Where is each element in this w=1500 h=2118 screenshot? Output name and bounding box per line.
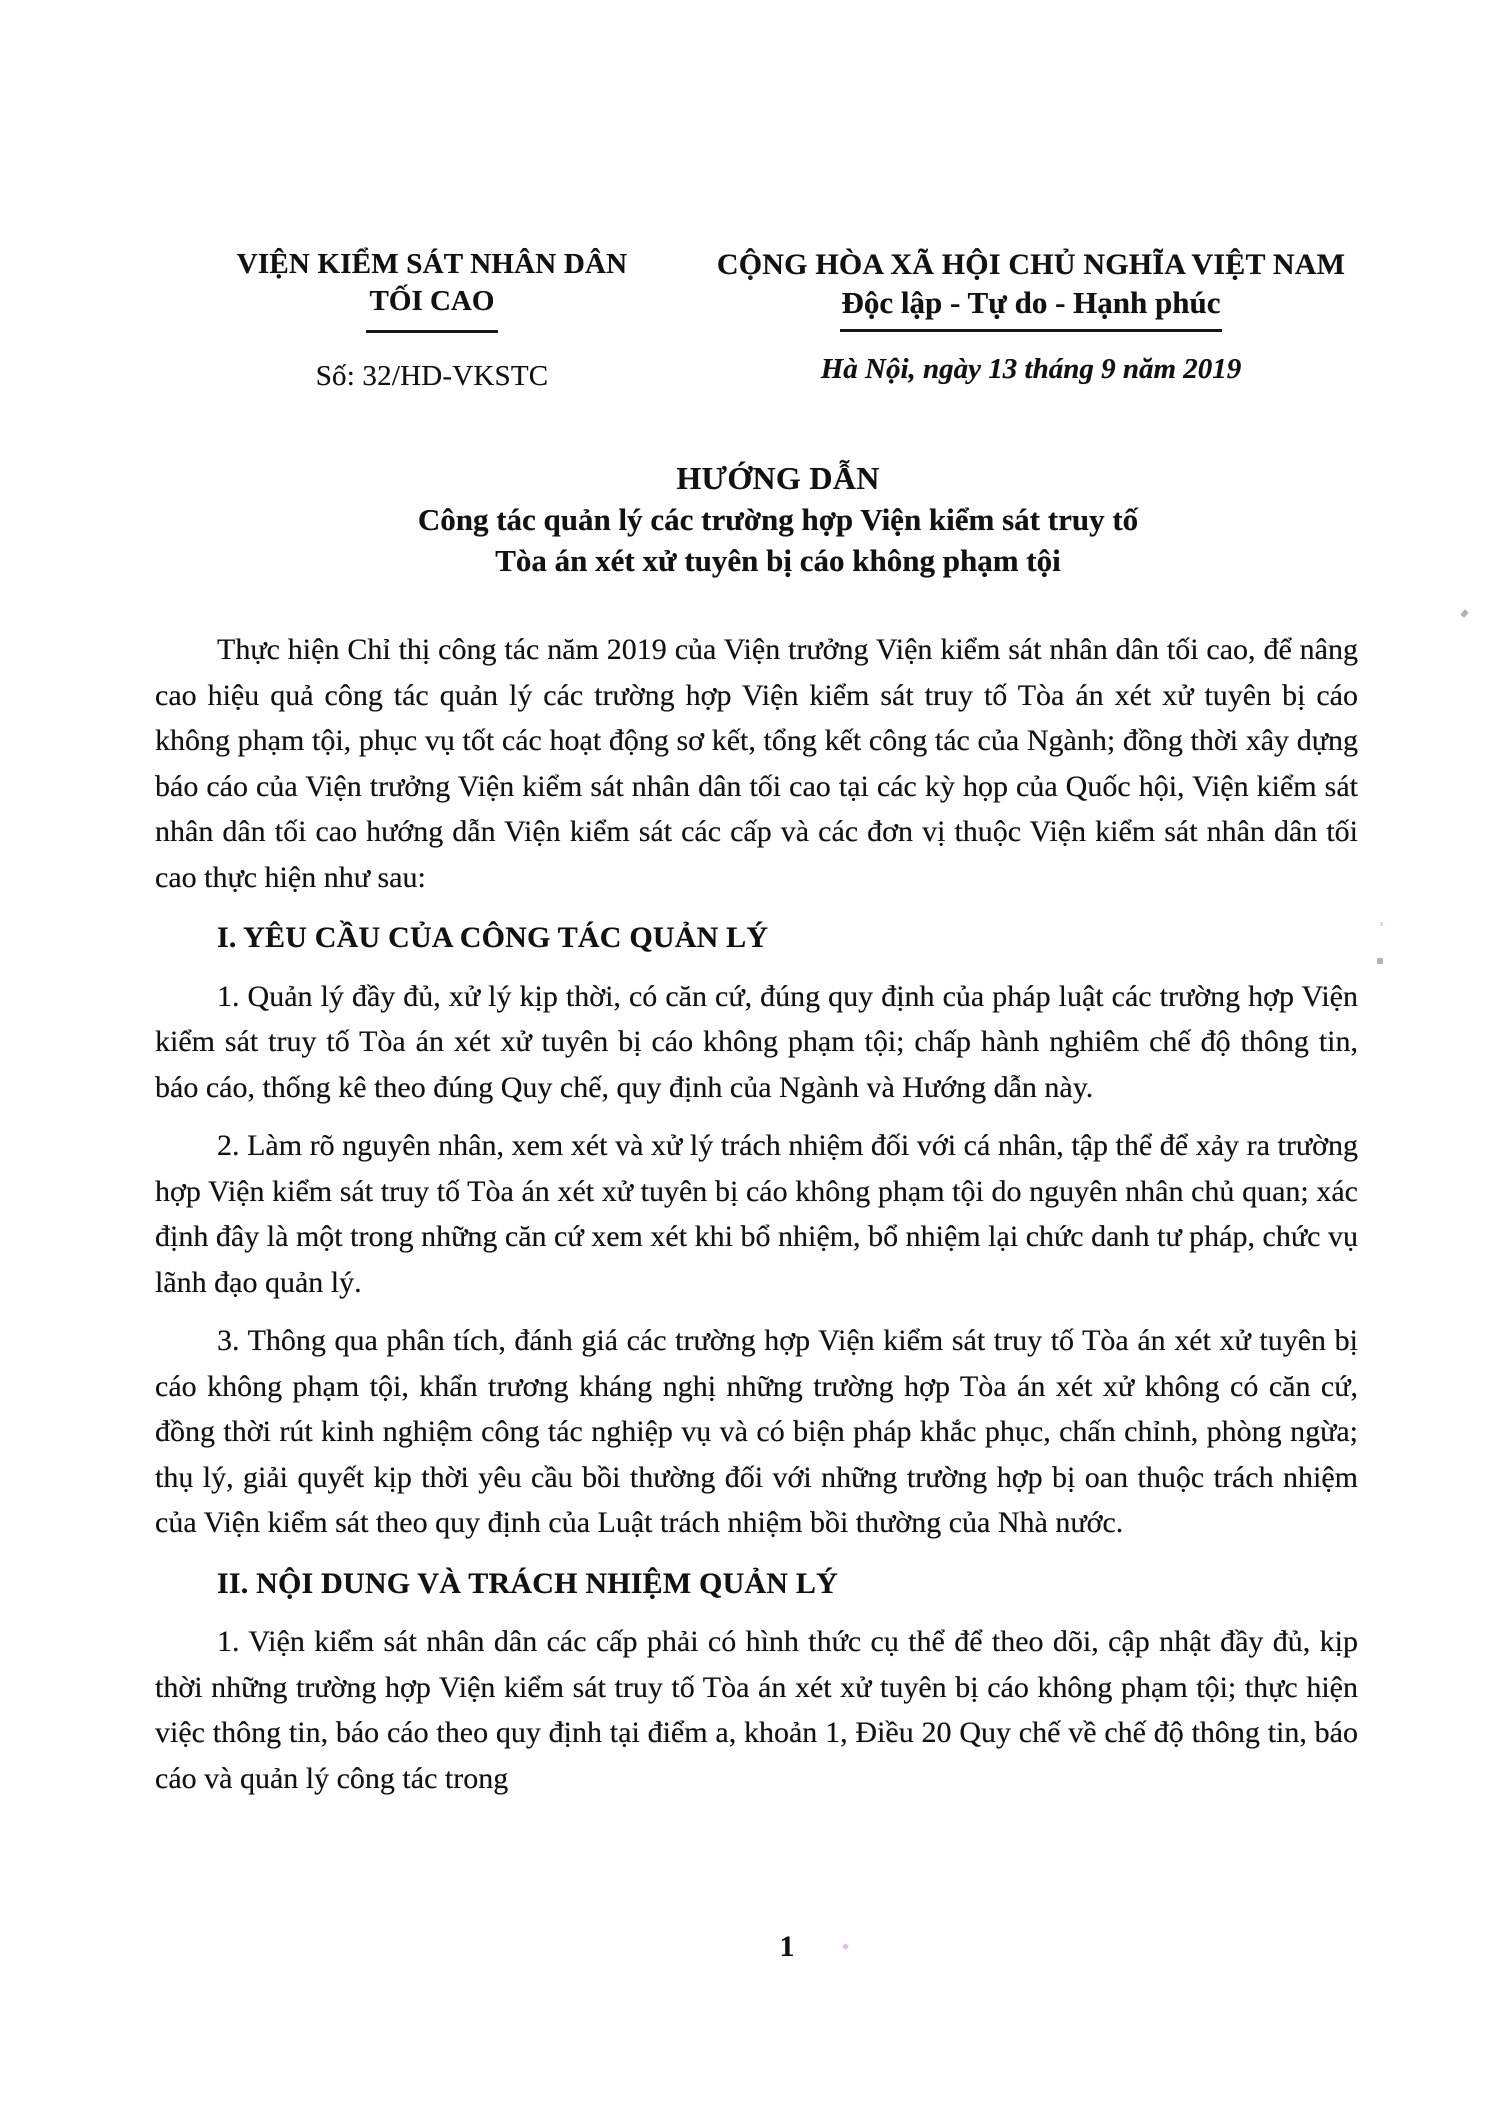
section-2-heading: II. NỘI DUNG VÀ TRÁCH NHIỆM QUẢN LÝ bbox=[217, 1566, 838, 1600]
section-2-paragraph-1: 1. Viện kiểm sát nhân dân các cấp phải có hình thức cụ thể để theo dõi, cập nhật đầy đủ, kịp thời những trường hợp Viện kiểm sát truy tố Tòa án xét xử tuyên bị cáo không phạm tội; thực hiện việc thông tin, báo cáo theo quy định tại điểm a, khoản 1, Điều 20 Quy chế về chế độ thông tin, báo cáo và quản lý công tác trong bbox=[155, 1625, 1358, 1795]
national-motto: Độc lập - Tự do - Hạnh phúc bbox=[841, 285, 1221, 320]
document-subtitle-line1: Công tác quản lý các trường hợp Viện kiểm sát truy tố bbox=[417, 502, 1139, 537]
section-1-heading: I. YÊU CẦU CỦA CÔNG TÁC QUẢN LÝ bbox=[217, 921, 769, 954]
issuing-agency-block bbox=[152, 246, 712, 393]
national-motto-underline bbox=[840, 329, 1222, 332]
scan-speck bbox=[1377, 958, 1383, 964]
section-1-paragraph-2: 2. Làm rõ nguyên nhân, xem xét và xử lý trách nhiệm đối với cá nhân, tập thể để xảy ra trường hợp Viện kiểm sát truy tố Tòa án xét xử tuyên bị cáo không phạm tội do nguyên nhân chủ quan; xác định đây là một trong những căn cứ xem xét khi bổ nhiệm, bổ nhiệm lại chức danh tư pháp, chức vụ lãnh đạo quản lý. bbox=[155, 1129, 1358, 1299]
national-motto-block bbox=[712, 246, 1350, 393]
document-number: Số: 32/HD-VKSTC bbox=[315, 360, 549, 392]
document-header bbox=[152, 246, 1350, 393]
document-type-heading: HƯỚNG DẪN bbox=[676, 460, 880, 496]
issuing-agency-underline bbox=[366, 330, 498, 333]
document-body bbox=[155, 627, 1358, 1801]
scan-speck bbox=[1380, 922, 1383, 926]
scan-speck bbox=[1460, 609, 1468, 618]
place-and-date: Hà Nội, ngày 13 tháng 9 năm 2019 bbox=[820, 353, 1242, 385]
page-number: 1 bbox=[779, 1930, 795, 1963]
document-title-block bbox=[28, 457, 1500, 581]
document-subtitle-line2: Tòa án xét xử tuyên bị cáo không phạm tội bbox=[495, 543, 1061, 578]
national-name: CỘNG HÒA XÃ HỘI CHỦ NGHĨA VIỆT NAM bbox=[716, 248, 1346, 281]
issuing-agency-name-line2: TỐI CAO bbox=[369, 285, 495, 317]
section-1-paragraph-1: 1. Quản lý đầy đủ, xử lý kịp thời, có căn cứ, đúng quy định của pháp luật các trường hợp Viện kiểm sát truy tố Tòa án xét xử tuyên bị cáo không phạm tội; chấp hành nghiêm chế độ thông tin, báo cáo, thống kê theo đúng Quy chế, quy định của Ngành và Hướng dẫn này. bbox=[155, 979, 1358, 1104]
issuing-agency-name-line1: VIỆN KIỂM SÁT NHÂN DÂN bbox=[236, 248, 628, 280]
section-1-paragraph-3: 3. Thông qua phân tích, đánh giá các trường hợp Viện kiểm sát truy tố Tòa án xét xử tuyên bị cáo không phạm tội, khẩn trương kháng nghị những trường hợp Tòa án xét xử không có căn cứ, đồng thời rút kinh nghiệm công tác nghiệp vụ và có biện pháp khắc phục, chấn chỉnh, phòng ngừa; thụ lý, giải quyết kịp thời yêu cầu bồi thường đối với những trường hợp bị oan thuộc trách nhiệm của Viện kiểm sát theo quy định của Luật trách nhiệm bồi thường của Nhà nước. bbox=[155, 1324, 1358, 1539]
intro-paragraph: Thực hiện Chỉ thị công tác năm 2019 của Viện trưởng Viện kiểm sát nhân dân tối cao, để nâng cao hiệu quả công tác quản lý các trường hợp Viện kiểm sát truy tố Tòa án xét xử tuyên bị cáo không phạm tội, phục vụ tốt các hoạt động sơ kết, tổng kết công tác của Ngành; đồng thời xây dựng báo cáo của Viện trưởng Viện kiểm sát nhân dân tối cao tại các kỳ họp của Quốc hội, Viện kiểm sát nhân dân tối cao hướng dẫn Viện kiểm sát các cấp và các đơn vị thuộc Viện kiểm sát nhân dân tối cao thực hiện như sau: bbox=[155, 633, 1358, 894]
